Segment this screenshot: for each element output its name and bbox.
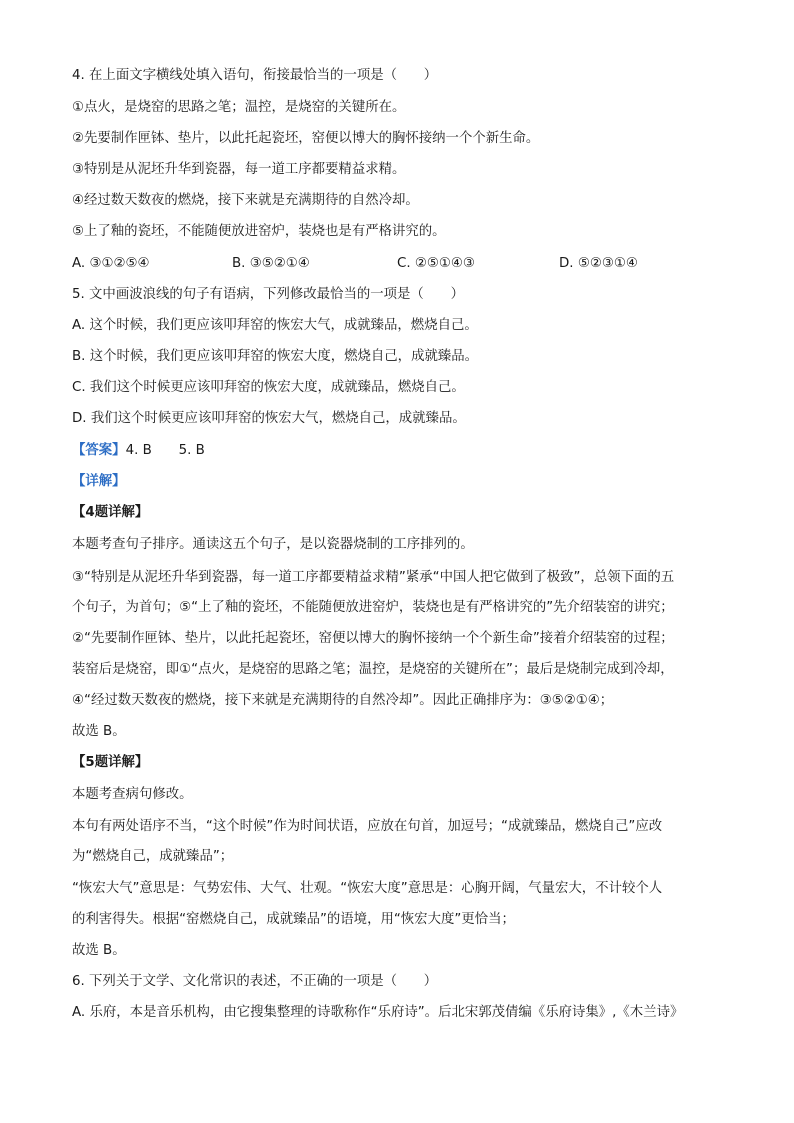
- q6-option-a: A. 乐府，本是音乐机构，由它搜集整理的诗歌称作“乐府诗”。后北宋郭茂倩编《乐府诗集》,《木兰诗》: [72, 1005, 684, 1020]
- q5-detail-line-3: 为“燃烧自己，成就臻品”；: [72, 849, 234, 864]
- q4-option-b: B. ③⑤②①④: [232, 256, 310, 271]
- q5-detail-line-4: “恢宏大气”意思是：气势宏伟、大气、壮观。“恢宏大度”意思是：心胸开阔，气量宏大，不计较个人: [72, 881, 663, 896]
- q5-option-c: C. 我们这个时候更应该叩拜窑的恢宏大度，成就臻品，燃烧自己。: [72, 380, 465, 395]
- q4-sentence-2: ②先要制作匣钵、垫片，以此托起瓷坯，窑便以博大的胸怀接纳一个个新生命。: [72, 131, 540, 146]
- q4-detail-line-2: ③“特别是从泥坯升华到瓷器，每一道工序都要精益求精”紧承“中国人把它做到了极致”，总领下面的五: [72, 570, 675, 585]
- answer-text: 4. B 5. B: [125, 443, 205, 458]
- q5-detail-line-6: 故选 B。: [72, 943, 126, 958]
- q4-detail-line-1: 本题考查句子排序。通读这五个句子，是以瓷器烧制的工序排列的。: [72, 537, 474, 552]
- answer-line: [72, 441, 722, 461]
- q5-option-b: B. 这个时候，我们更应该叩拜窑的恢宏大度，燃烧自己，成就臻品。: [72, 349, 479, 364]
- q4-sentence-4: ④经过数天数夜的燃烧，接下来就是充满期待的自然冷却。: [72, 193, 419, 208]
- q5-detail-label: 【5题详解】: [72, 755, 149, 770]
- q4-detail-line-3: 个句子，为首句；⑤“上了釉的瓷坯，不能随便放进窑炉，装烧也是有严格讲究的”先介绍装窑的讲究；: [72, 600, 674, 615]
- q4-detail-line-4: ②“先要制作匣钵、垫片，以此托起瓷坯，窑便以博大的胸怀接纳一个个新生命”接着介绍装窑的过程；: [72, 631, 674, 646]
- q5-detail-line-1: 本题考查病句修改。: [72, 787, 193, 802]
- answer-label: 【答案】: [72, 443, 126, 458]
- q4-option-c: C. ②⑤①④③: [397, 256, 475, 271]
- q5-option-d: D. 我们这个时候更应该叩拜窑的恢宏大气，燃烧自己，成就臻品。: [72, 411, 466, 426]
- q5-stem: 5. 文中画波浪线的句子有语病，下列修改最恰当的一项是（ ）: [72, 287, 464, 302]
- q4-sentence-3: ③特别是从泥坯升华到瓷器，每一道工序都要精益求精。: [72, 162, 406, 177]
- q4-detail-line-7: 故选 B。: [72, 724, 126, 739]
- q4-option-d: D. ⑤②③①④: [559, 256, 638, 271]
- detail-label: 【详解】: [72, 474, 126, 489]
- q4-sentence-5: ⑤上了釉的瓷坯，不能随便放进窑炉，装烧也是有严格讲究的。: [72, 224, 446, 239]
- q4-option-a: A. ③①②⑤④: [72, 256, 150, 271]
- q5-option-a: A. 这个时候，我们更应该叩拜窑的恢宏大气，成就臻品，燃烧自己。: [72, 318, 478, 333]
- q6-stem: 6. 下列关于文学、文化常识的表述，不正确的一项是（ ）: [72, 974, 438, 989]
- q4-sentence-1: ①点火，是烧窑的思路之笔；温控，是烧窑的关键所在。: [72, 100, 406, 115]
- q4-detail-line-6: ④“经过数天数夜的燃烧，接下来就是充满期待的自然冷却”。因此正确排序为：③⑤②①④；: [72, 693, 614, 708]
- q5-detail-line-2: 本句有两处语序不当，“这个时候”作为时间状语，应放在句首，加逗号；“成就臻品，燃烧自己”应改: [72, 819, 663, 834]
- q4-detail-label: 【4题详解】: [72, 505, 149, 520]
- q5-detail-line-5: 的利害得失。根据“窑燃烧自己，成就臻品”的语境，用“恢宏大度”更恰当；: [72, 912, 515, 927]
- q4-stem: 4. 在上面文字横线处填入语句，衔接最恰当的一项是（ ）: [72, 68, 438, 83]
- q4-detail-line-5: 装窑后是烧窑，即①“点火，是烧窑的思路之笔；温控，是烧窑的关键所在”；最后是烧制完成到冷却，: [72, 662, 674, 677]
